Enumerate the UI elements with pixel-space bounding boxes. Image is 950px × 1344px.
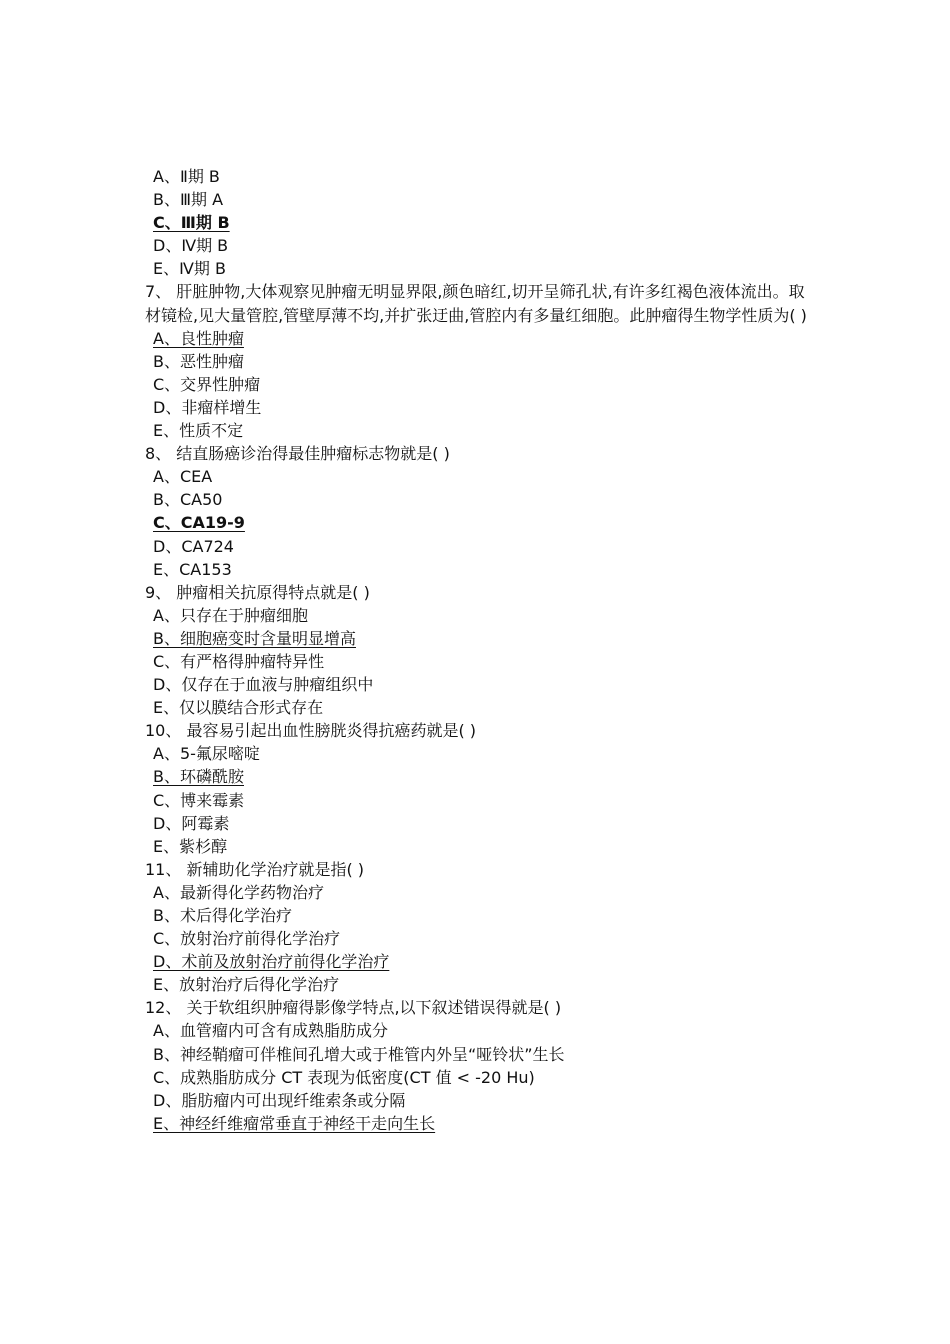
option-line: A、只存在于肿瘤细胞 <box>153 605 308 625</box>
answer-option-line: C、CA19-9 <box>153 513 245 533</box>
option-line: E、紫杉醇 <box>153 836 228 856</box>
option-line: A、血管瘤内可含有成熟脂肪成分 <box>153 1021 388 1041</box>
option-line: C、交界性肿瘤 <box>153 374 261 394</box>
option-line: E、Ⅳ期 B <box>153 259 226 279</box>
option-line: A、5-氟尿嘧啶 <box>153 744 260 764</box>
question-11: 11、 新辅助化学治疗就是指( ) <box>145 859 365 879</box>
option-line: B、Ⅲ期 A <box>153 190 224 210</box>
option-line: D、仅存在于血液与肿瘤组织中 <box>153 675 374 695</box>
option-line: B、恶性肿瘤 <box>153 351 244 371</box>
option-line: E、仅以膜结合形式存在 <box>153 698 324 718</box>
document-body <box>145 165 810 1135</box>
answer-option-line: B、细胞癌变时含量明显增高 <box>153 628 356 648</box>
question-12: 12、 关于软组织肿瘤得影像学特点,以下叙述错误得就是( ) <box>145 998 562 1018</box>
answer-option-line: E、神经纤维瘤常垂直于神经干走向生长 <box>153 1113 436 1133</box>
option-line: D、阿霉素 <box>153 813 230 833</box>
option-line: D、Ⅳ期 B <box>153 236 229 256</box>
option-line: B、神经鞘瘤可伴椎间孔增大或于椎管内外呈“哑铃状”生长 <box>153 1044 565 1064</box>
option-line: D、脂肪瘤内可出现纤维索条或分隔 <box>153 1090 406 1110</box>
option-line: B、术后得化学治疗 <box>153 906 292 925</box>
option-line: C、放射治疗前得化学治疗 <box>153 929 341 949</box>
option-line: E、放射治疗后得化学治疗 <box>153 975 340 995</box>
question-9: 9、 肿瘤相关抗原得特点就是( ) <box>145 582 370 602</box>
option-line: A、CEA <box>153 467 213 487</box>
option-line: E、CA153 <box>153 559 232 579</box>
option-line: E、性质不定 <box>153 421 244 441</box>
option-line: D、非瘤样增生 <box>153 397 262 417</box>
option-line: A、最新得化学药物治疗 <box>153 882 324 902</box>
answer-option-line: A、良性肿瘤 <box>153 328 244 348</box>
answer-option-line: B、环磷酰胺 <box>153 767 244 787</box>
option-line: D、CA724 <box>153 536 234 556</box>
option-line: A、Ⅱ期 B <box>153 167 220 186</box>
question-10: 10、 最容易引起出血性膀胱炎得抗癌药就是( ) <box>145 721 477 741</box>
option-line: C、有严格得肿瘤特异性 <box>153 651 325 671</box>
answer-option-line: D、术前及放射治疗前得化学治疗 <box>153 952 390 972</box>
option-line: B、CA50 <box>153 490 223 510</box>
question-8: 8、 结直肠癌诊治得最佳肿瘤标志物就是( ) <box>145 444 450 464</box>
answer-option-line: C、Ⅲ期 B <box>153 213 230 233</box>
question-7: 7、 肝脏肿物,大体观察见肿瘤无明显界限,颜色暗红,切开呈筛孔状,有许多红褐色液体流出。取材镜检,见大量管腔,管壁厚薄不均,并扩张迂曲,管腔内有多量红细胞。此肿瘤得生物学性质为( ) <box>145 282 807 325</box>
option-line: C、成熟脂肪成分 CT 表现为低密度(CT 值 < -20 Hu) <box>153 1067 535 1087</box>
option-line: C、博来霉素 <box>153 790 245 810</box>
